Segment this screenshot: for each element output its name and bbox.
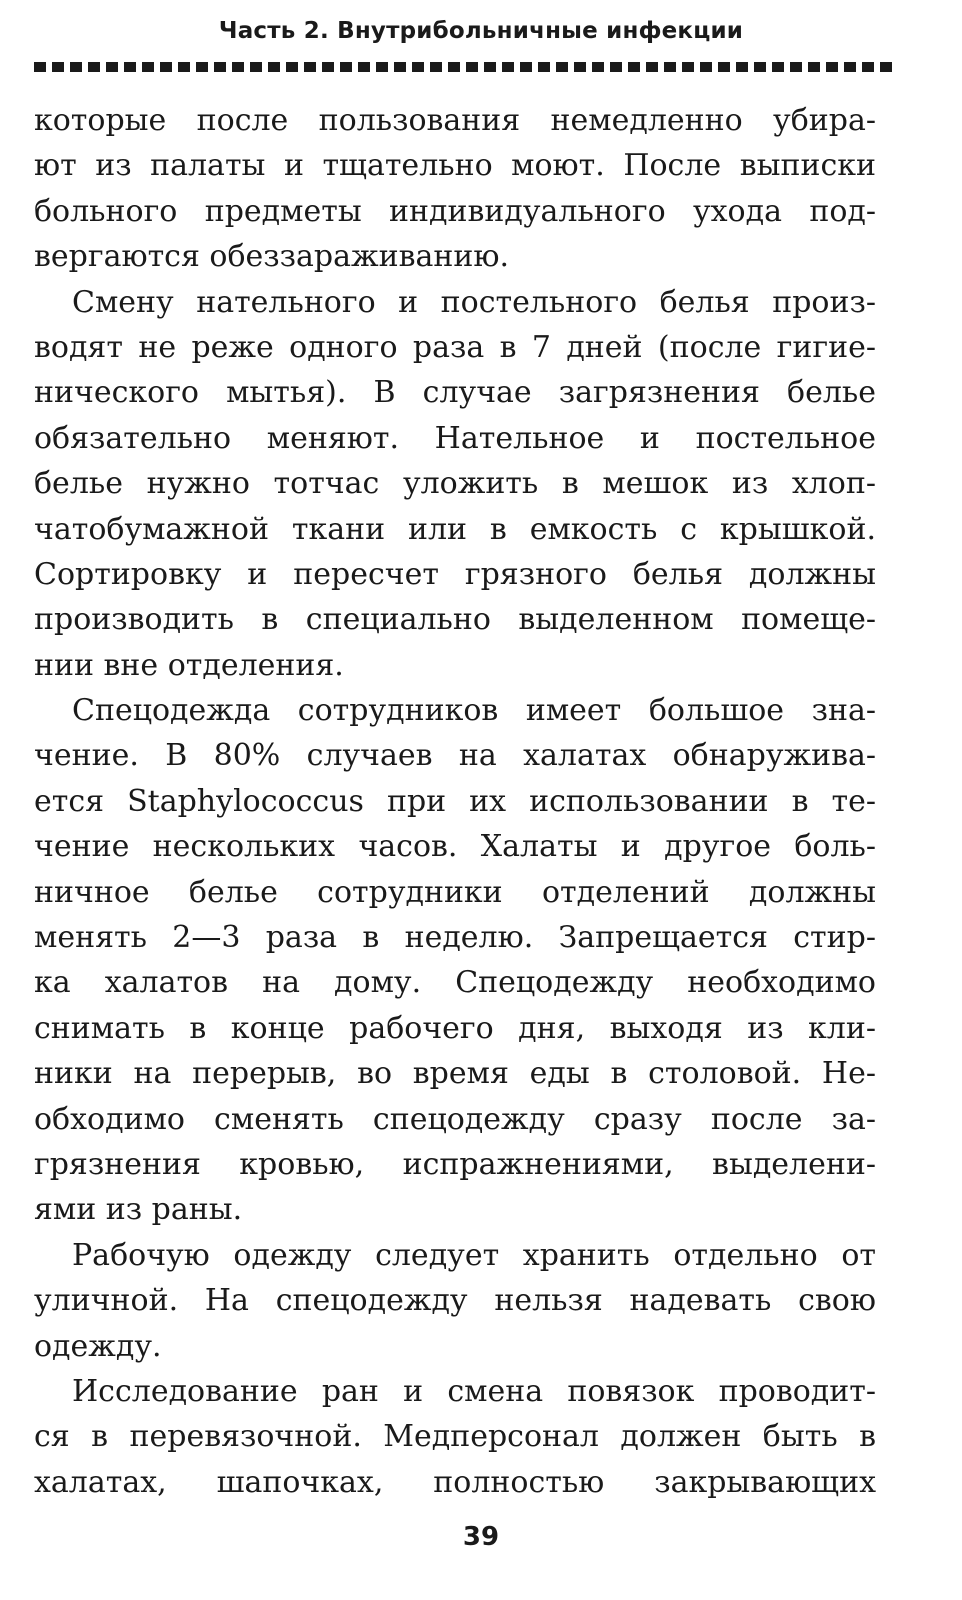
text-line: снимать в конце рабочего дня, выходя из кли-	[34, 1010, 876, 1046]
text-line: нии вне отделения.	[34, 647, 344, 683]
paragraph	[34, 280, 876, 689]
text-line: вергаются обеззараживанию.	[34, 239, 510, 275]
paragraph	[34, 688, 876, 1233]
text-line: чатобумажной ткани или в емкость с крышкой.	[34, 511, 876, 547]
text-line: уличной. На спецодежду нельзя надевать свою	[34, 1283, 876, 1319]
text-line: ют из палаты и тщательно моют. После выписки	[34, 148, 876, 184]
text-line: ка халатов на дому. Спецодежду необходимо	[34, 965, 876, 1001]
text-line: белье нужно тотчас уложить в мешок из хлоп-	[34, 466, 876, 502]
text-line: обязательно меняют. Нательное и постельное	[34, 420, 876, 456]
text-line: ется Staphylococcus при их использовании в те-	[34, 783, 876, 819]
text-line: которые после пользования немедленно убира-	[34, 103, 876, 138]
text-line: обходимо сменять спецодежду сразу после за-	[34, 1101, 876, 1137]
text-line: нического мытья). В случае загрязнения белье	[34, 375, 876, 411]
text-line: Рабочую одежду следует хранить отдельно от	[72, 1237, 876, 1273]
text-line: менять 2—3 раза в неделю. Запрещается стир-	[34, 920, 876, 956]
text-line: ничное белье сотрудники отделений должны	[34, 874, 876, 910]
paragraph	[34, 1233, 876, 1369]
header-dotted-rule	[34, 62, 892, 72]
text-line: грязнения кровью, испражнениями, выделени-	[34, 1146, 876, 1182]
text-line: ся в перевязочной. Медперсонал должен быть в	[34, 1419, 876, 1455]
text-line: одежду.	[34, 1328, 162, 1364]
text-line: халатах, шапочках, полностью закрывающих	[34, 1464, 876, 1500]
text-line: Спецодежда сотрудников имеет большое зна-	[72, 693, 876, 729]
text-line: водят не реже одного раза в 7 дней (после гигие-	[34, 329, 876, 365]
paragraph	[34, 1369, 876, 1505]
text-line: чение. В 80% случаев на халатах обнаружива-	[34, 738, 876, 774]
text-line: чение нескольких часов. Халаты и другое боль-	[34, 829, 876, 865]
text-line: производить в специально выделенном помеще-	[34, 602, 876, 638]
page-number: 39	[462, 1522, 500, 1552]
body-text	[34, 98, 876, 1505]
text-line: больного предметы индивидуального ухода под-	[34, 193, 876, 229]
text-line: ями из раны.	[34, 1192, 243, 1228]
running-header: Часть 2. Внутрибольничные инфекции	[218, 18, 744, 44]
text-line: Исследование ран и смена повязок проводит-	[72, 1373, 876, 1409]
paragraph	[34, 98, 876, 280]
text-line: ники на перерыв, во время еды в столовой. Не-	[34, 1056, 876, 1092]
text-line: Смену нательного и постельного белья произ-	[72, 284, 876, 320]
text-line: Сортировку и пересчет грязного белья должны	[34, 556, 876, 592]
